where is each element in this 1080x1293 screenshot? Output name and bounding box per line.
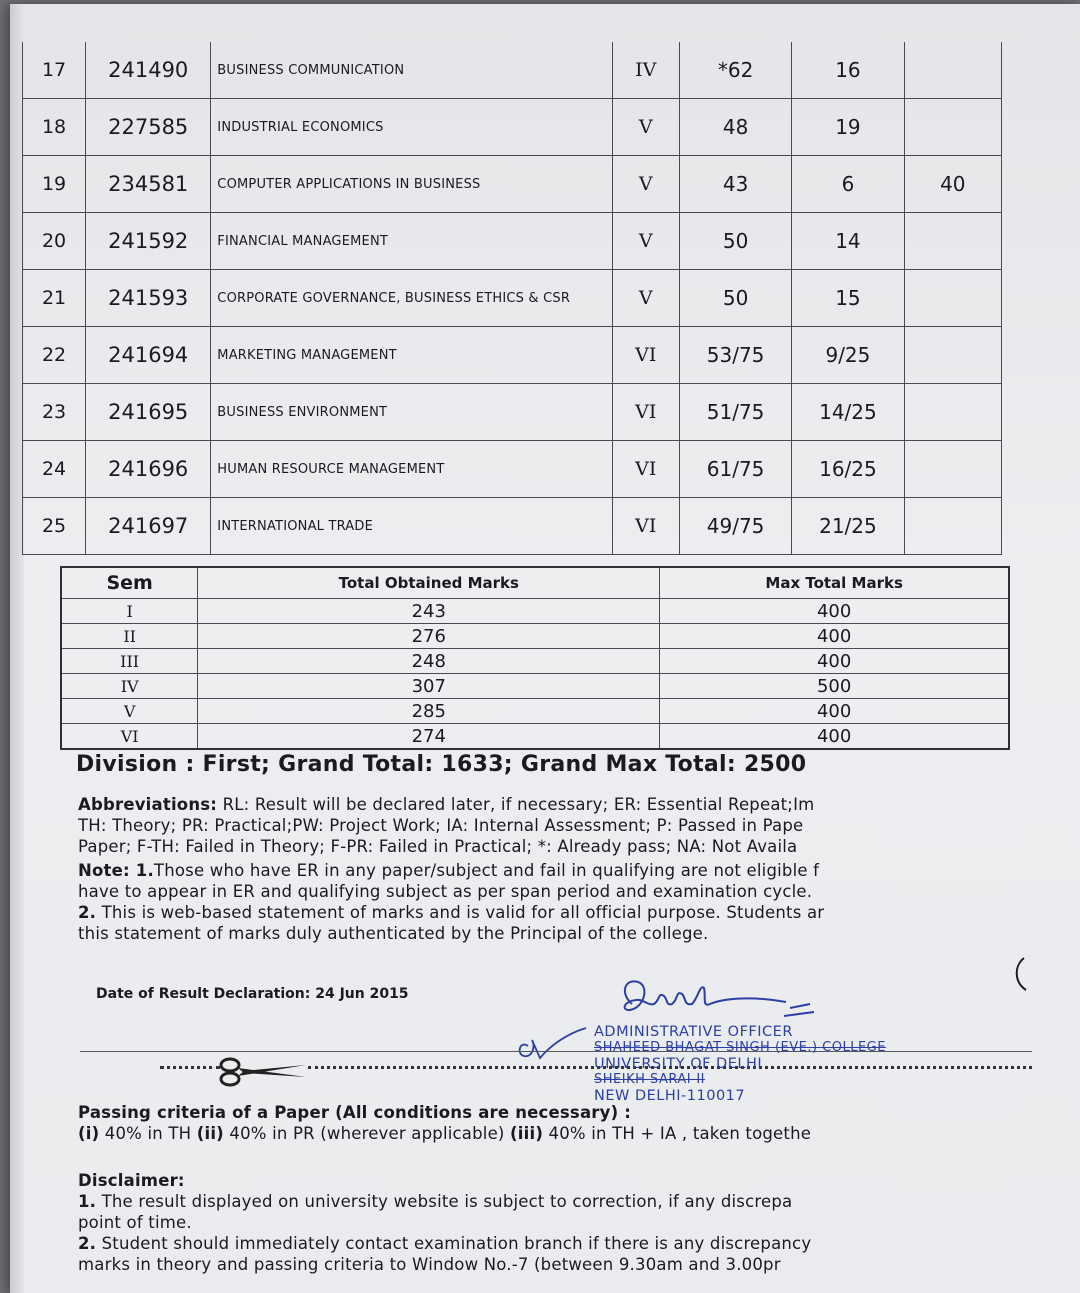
paper-serial: 23 [23,384,86,441]
disclaimer-number-2: 2. [78,1234,97,1253]
semester-label: V [61,699,198,724]
subject-row [23,441,1002,498]
scissors-icon [214,1055,310,1087]
summary-row [61,599,1009,624]
paper-code: 241490 [86,42,211,99]
other-marks [904,498,1001,555]
internal-assessment-marks: 9/25 [792,327,904,384]
theory-marks: 49/75 [679,498,791,555]
subject-row [23,498,1002,555]
max-marks: 400 [660,699,1009,724]
header-obtained: Total Obtained Marks [198,567,660,599]
theory-marks: 61/75 [679,441,791,498]
paper-name: BUSINESS COMMUNICATION [211,42,612,99]
obtained-marks: 276 [198,624,660,649]
other-marks [904,270,1001,327]
internal-assessment-marks: 21/25 [792,498,904,555]
obtained-marks: 285 [198,699,660,724]
semester-label: I [61,599,198,624]
paper-semester: V [612,99,679,156]
paper-semester: V [612,213,679,270]
disclaimer-line-1: The result displayed on university website is subject to correction, if any discrepa [96,1192,793,1211]
obtained-marks: 248 [198,649,660,674]
paper-name: BUSINESS ENVIRONMENT [211,384,612,441]
paper-name: COMPUTER APPLICATIONS IN BUSINESS [211,156,612,213]
semester-summary-table [60,566,1010,750]
initials-icon [510,1024,590,1064]
max-marks: 400 [660,724,1009,750]
paper-name: MARKETING MANAGEMENT [211,327,612,384]
cut-line [80,1051,1032,1052]
paper-semester: VI [612,327,679,384]
passing-criterion-3-num: (iii) [510,1124,544,1143]
paper-semester: VI [612,441,679,498]
other-marks [904,441,1001,498]
paper-serial: 21 [23,270,86,327]
paper-semester: VI [612,498,679,555]
paper-code: 241697 [86,498,211,555]
summary-header-row [61,567,1009,599]
theory-marks: *62 [679,42,791,99]
subjects-table [22,42,1002,555]
division-grand-total: Division : First; Grand Total: 1633; Grand Max Total: 2500 [76,752,807,777]
disclaimer-line-3: Student should immediately contact examination branch if there is any discrepancy [96,1234,812,1253]
paper-serial: 18 [23,99,86,156]
paper-name: FINANCIAL MANAGEMENT [211,213,612,270]
paper-code: 241696 [86,441,211,498]
obtained-marks: 274 [198,724,660,750]
passing-criteria-block [78,1102,1078,1144]
internal-assessment-marks: 14 [792,213,904,270]
summary-row [61,724,1009,750]
paper-serial: 22 [23,327,86,384]
passing-criterion-1: 40% in TH [99,1124,197,1143]
paper-serial: 20 [23,213,86,270]
passing-criteria-title: Passing criteria of a Paper (All conditions are necessary) : [78,1103,632,1122]
abbreviations-line-1: RL: Result will be declared later, if necessary; ER: Essential Repeat;Im [217,795,815,814]
header-sem: Sem [61,567,198,599]
theory-marks: 43 [679,156,791,213]
subject-row [23,384,1002,441]
obtained-marks: 307 [198,674,660,699]
internal-assessment-marks: 15 [792,270,904,327]
dotted-cut-guide-left [160,1066,220,1069]
other-marks [904,99,1001,156]
note-number-1: 1. [129,861,154,880]
stamp-line-4: SHEIKH SARAI-II [594,1072,705,1087]
paper-name: INDUSTRIAL ECONOMICS [211,99,612,156]
summary-row [61,624,1009,649]
abbreviations-label: Abbreviations: [78,795,218,814]
pen-mark-icon [1008,954,1032,994]
paper-code: 241593 [86,270,211,327]
abbreviations-line-3: Paper; F-TH: Failed in Theory; F-PR: Failed in Practical; *: Already pass; NA: Not Availa [78,837,798,856]
stamp-line-5: NEW DELHI-110017 [594,1088,746,1104]
theory-marks: 53/75 [679,327,791,384]
abbreviations-block [78,794,1078,857]
paper-serial: 24 [23,441,86,498]
disclaimer-title: Disclaimer: [78,1171,185,1190]
other-marks [904,327,1001,384]
summary-row [61,674,1009,699]
disclaimer-line-2: point of time. [78,1213,192,1232]
paper-name: CORPORATE GOVERNANCE, BUSINESS ETHICS & CSR [211,270,612,327]
other-marks [904,384,1001,441]
paper-serial: 17 [23,42,86,99]
stamp-line-3: UNIVERSITY OF DELHI [594,1056,763,1072]
subject-row [23,327,1002,384]
semester-label: II [61,624,198,649]
summary-row [61,699,1009,724]
paper-code: 241592 [86,213,211,270]
paper-semester: VI [612,384,679,441]
subject-row [23,156,1002,213]
stamp-line-1: ADMINISTRATIVE OFFICER [594,1024,793,1040]
passing-criterion-2-num: (ii) [196,1124,224,1143]
semester-label: VI [61,724,198,750]
abbreviations-line-2: TH: Theory; PR: Practical;PW: Project Work; IA: Internal Assessment; P: Passed in Pape [78,816,804,835]
other-marks [904,42,1001,99]
disclaimer-line-4: marks in theory and passing criteria to Window No.-7 (between 9.30am and 3.00pr [78,1255,781,1274]
paper-serial: 25 [23,498,86,555]
paper-semester: V [612,270,679,327]
theory-marks: 50 [679,270,791,327]
paper-name: HUMAN RESOURCE MANAGEMENT [211,441,612,498]
disclaimer-number-1: 1. [78,1192,97,1211]
internal-assessment-marks: 16 [792,42,904,99]
paper-semester: V [612,156,679,213]
paper-code: 241695 [86,384,211,441]
paper-code: 241694 [86,327,211,384]
semester-label: III [61,649,198,674]
semester-label: IV [61,674,198,699]
result-declaration-date: Date of Result Declaration: 24 Jun 2015 [96,986,409,1002]
passing-criterion-2: 40% in PR (wherever applicable) [223,1124,511,1143]
paper-code: 234581 [86,156,211,213]
paper-serial: 19 [23,156,86,213]
note-block [78,860,1078,944]
college-stamp [594,1024,886,1104]
note-label: Note: [78,861,130,880]
internal-assessment-marks: 19 [792,99,904,156]
note-number-2: 2. [78,903,97,922]
max-marks: 400 [660,649,1009,674]
internal-assessment-marks: 14/25 [792,384,904,441]
subject-row [23,213,1002,270]
header-max: Max Total Marks [660,567,1009,599]
max-marks: 400 [660,624,1009,649]
note-line-2: have to appear in ER and qualifying subject as per span period and examination cycle. [78,882,813,901]
other-marks: 40 [904,156,1001,213]
theory-marks: 50 [679,213,791,270]
internal-assessment-marks: 16/25 [792,441,904,498]
passing-criterion-3: 40% in TH + IA , taken togethe [543,1124,812,1143]
other-marks [904,213,1001,270]
paper-name: INTERNATIONAL TRADE [211,498,612,555]
note-line-1: Those who have ER in any paper/subject and fail in qualifying are not eligible f [153,861,820,880]
summary-row [61,649,1009,674]
subject-row [23,99,1002,156]
note-line-3: This is web-based statement of marks and is valid for all official purpose. Students ar [96,903,825,922]
subject-row [23,42,1002,99]
paper-semester: IV [612,42,679,99]
theory-marks: 51/75 [679,384,791,441]
passing-criterion-1-num: (i) [78,1124,100,1143]
paper-code: 227585 [86,99,211,156]
subject-row [23,270,1002,327]
disclaimer-block [78,1170,1078,1275]
theory-marks: 48 [679,99,791,156]
stamp-line-2: SHAHEED BHAGAT SINGH (EVE.) COLLEGE [594,1040,886,1055]
obtained-marks: 243 [198,599,660,624]
max-marks: 400 [660,599,1009,624]
internal-assessment-marks: 6 [792,156,904,213]
note-line-4: this statement of marks duly authenticated by the Principal of the college. [78,924,709,943]
max-marks: 500 [660,674,1009,699]
